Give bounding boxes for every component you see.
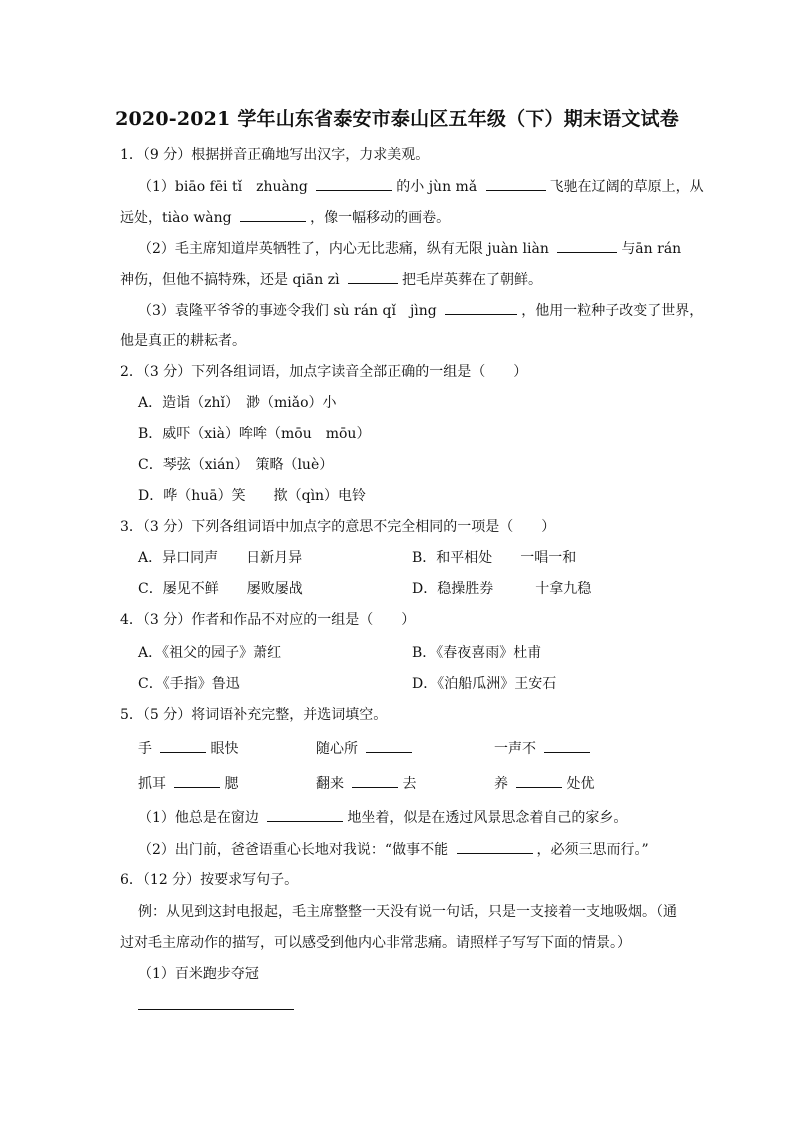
q6-example-line2: 过对毛主席动作的描写，可以感受到他内心非常悲痛。请照样子写写下面的情景。） — [120, 935, 631, 951]
answer-blank[interactable] — [352, 773, 398, 788]
q1-p1e: ，像一幅移动的画卷。 — [310, 210, 451, 226]
q3-option-c[interactable]: C．屡见不鲜 屡败屡战 — [138, 581, 303, 597]
answer-blank[interactable] — [557, 238, 617, 253]
q5-sentence-2 — [138, 839, 649, 860]
q1-part2-line1 — [138, 238, 681, 259]
answer-blank[interactable] — [366, 738, 412, 753]
answer-blank[interactable] — [316, 176, 392, 191]
q6-stem: 6．（12 分）按要求写句子。 — [120, 872, 299, 888]
q5-word-4b: 腮 — [224, 776, 239, 792]
q5-s1b: 地坐着，似是在透过风景思念着自己的家乡。 — [347, 810, 628, 826]
q3-option-b[interactable]: B．和平相处 一唱一和 — [412, 550, 577, 566]
q1-part2-line2 — [120, 269, 542, 290]
q1-p3a: （3）袁隆平爷爷的事迹令我们 sù rán qǐ jìng — [138, 303, 437, 319]
q1-part1-line1 — [138, 176, 704, 197]
answer-blank[interactable] — [516, 773, 562, 788]
q1-p2a: （2）毛主席知道岸英牺牲了，内心无比悲痛，纵有无限 juàn liàn — [138, 241, 549, 257]
answer-blank[interactable] — [174, 773, 220, 788]
q1-p1a: （1）biāo fēi tǐ zhuàng — [138, 179, 308, 195]
q5-word-1b: 眼快 — [210, 741, 239, 757]
q4-option-b[interactable]: B．《春夜喜雨》杜甫 — [412, 645, 542, 661]
q3-stem: 3．（3 分）下列各组词语中加点字的意思不完全相同的一项是（ ） — [120, 519, 556, 535]
answer-blank[interactable] — [267, 807, 343, 822]
q5-word-6a: 养 — [494, 776, 508, 792]
answer-blank[interactable] — [348, 269, 398, 284]
q1-p2d: 把毛岸英葬在了朝鲜。 — [402, 272, 543, 288]
q1-p3c: 他是真正的耕耘者。 — [120, 333, 246, 349]
q2-stem: 2．（3 分）下列各组词语，加点字读音全部正确的一组是（ ） — [120, 364, 528, 380]
q2-option-a[interactable]: A．造诣（zhǐ） 渺（miǎo）小 — [138, 395, 337, 411]
answer-blank[interactable] — [160, 738, 206, 753]
page-title: 2020-2021 学年山东省泰安市泰山区五年级（下）期末语文试卷 — [115, 108, 679, 130]
q6-part1: （1）百米跑步夺冠 — [138, 966, 259, 982]
q5-word-2 — [316, 738, 416, 759]
q2-option-b[interactable]: B．威吓（xià）哞哞（mōu mōu） — [138, 426, 371, 442]
q1-p2b: 与ān rán — [621, 241, 682, 257]
answer-blank[interactable] — [544, 738, 590, 753]
q6-example-line1: 例：从见到这封电报起，毛主席整整一天没有说一句话，只是一支接着一支地吸烟。（通 — [138, 904, 677, 920]
q5-sentence-1 — [138, 807, 627, 828]
q5-stem: 5．（5 分）将词语补充完整，并选词填空。 — [120, 707, 388, 723]
q5-word-1 — [138, 738, 238, 759]
q5-word-3a: 一声不 — [494, 741, 536, 757]
q4-option-a[interactable]: A．《祖父的园子》萧红 — [138, 645, 282, 661]
q5-word-3 — [494, 738, 594, 759]
q3-option-a[interactable]: A．异口同声 日新月异 — [138, 550, 303, 566]
q5-word-5a: 翻来 — [316, 776, 344, 792]
q3-option-d[interactable]: D．稳操胜券 十拿九稳 — [412, 581, 592, 597]
q5-word-5 — [316, 773, 416, 794]
q4-option-c[interactable]: C．《手指》鲁迅 — [138, 676, 240, 692]
q5-s2a: （2）出门前，爸爸语重心长地对我说：“做事不能 — [138, 842, 449, 858]
answer-blank[interactable] — [486, 176, 546, 191]
q5-word-4 — [138, 773, 238, 794]
q5-word-1a: 手 — [138, 741, 152, 757]
q5-word-6 — [494, 773, 594, 794]
q4-option-d[interactable]: D．《泊船瓜洲》王安石 — [412, 676, 557, 692]
q4-stem: 4．（3 分）作者和作品不对应的一组是（ ） — [120, 612, 416, 628]
q1-p3b: ，他用一粒种子改变了世界， — [521, 303, 704, 319]
q1-p1c: 飞驰在辽阔的草原上，从 — [549, 179, 704, 195]
answer-blank[interactable] — [457, 839, 533, 854]
q1-part3-line1 — [138, 300, 703, 321]
answer-blank[interactable] — [445, 300, 517, 315]
q5-word-5b: 去 — [402, 776, 417, 792]
answer-blank[interactable] — [240, 207, 306, 222]
q1-p2c: 神伤，但他不搞特殊，还是 qiān zì — [120, 272, 340, 288]
q5-s2b: ，必须三思而行。” — [536, 842, 649, 858]
q1-stem: 1．（9 分）根据拼音正确地写出汉字，力求美观。 — [120, 147, 430, 163]
q5-word-6b: 处优 — [566, 776, 595, 792]
q2-option-d[interactable]: D．哗（huā）笑 揿（qìn）电铃 — [138, 488, 367, 504]
q5-s1a: （1）他总是在窗边 — [138, 810, 259, 826]
q1-part1-line2 — [120, 207, 450, 228]
q2-option-c[interactable]: C．琴弦（xián） 策略（luè） — [138, 457, 334, 473]
q6-answer-line[interactable] — [138, 1009, 294, 1010]
q5-word-4a: 抓耳 — [138, 776, 166, 792]
q1-p1b: 的小 jùn mǎ — [396, 179, 478, 195]
q5-word-2a: 随心所 — [316, 741, 358, 757]
q1-p1d: 远处，tiào wàng — [120, 210, 232, 226]
